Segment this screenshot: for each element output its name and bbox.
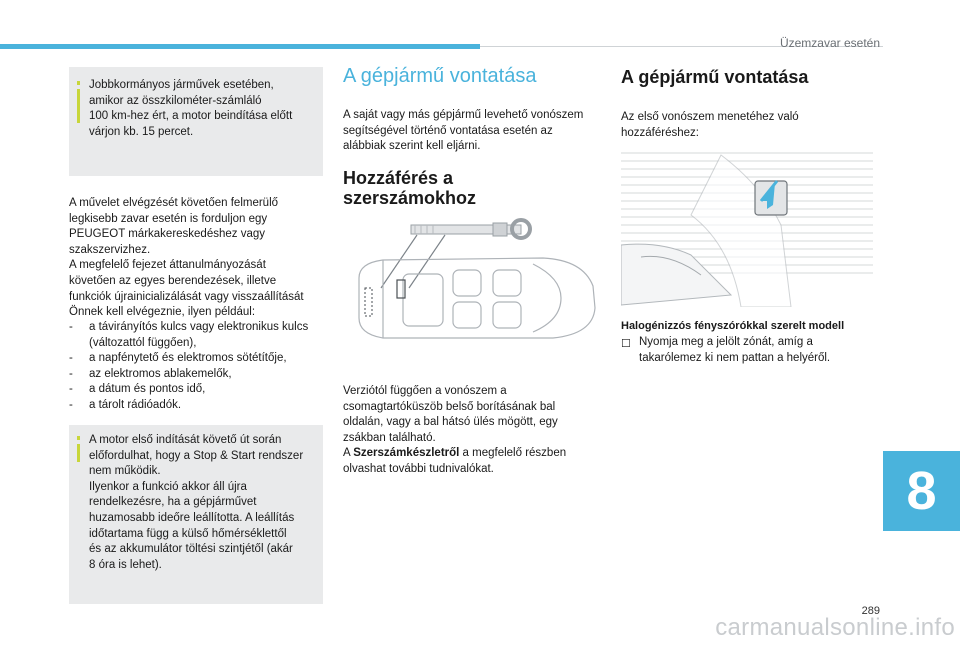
list-item — [69, 398, 327, 414]
reinit-list — [69, 320, 327, 414]
page-number: 289 — [861, 605, 880, 617]
car-top-view-illustration — [343, 208, 608, 365]
model-subheading: Halogénizzós fényszórókkal szerelt modell — [621, 320, 845, 332]
desc-text: a megfelelő részben olvashat további tudnivalókat. — [343, 447, 567, 475]
list-item — [69, 367, 327, 383]
watermark: carmanualsonline.info — [715, 614, 955, 641]
section-title: Üzemzavar esetén — [779, 36, 880, 50]
body-paragraph: A művelet elvégzését követően felmerülő legkisebb zavar esetén is forduljon egy PEUGEOT márkakereskedéshez vagy szakszervizhez. A megfelelő fejezet áttanulmányozását követően az egyes berendezések, illetve funkciók újrainicializálását vagy visszaállítását Önnek kell elvégeznie, ilyen például: — [69, 197, 304, 319]
list-item — [69, 351, 327, 367]
marked-zone — [755, 181, 787, 215]
location-description — [343, 384, 608, 478]
chapter-tab — [883, 451, 960, 531]
section-heading-towing: A gépjármű vontatása — [343, 65, 537, 87]
note-text: Jobbkormányos járművek esetében, amikor az összkilométer-számláló 100 km-hez ért, a motor beindítása előtt várjon kb. 15 percet. — [89, 79, 293, 138]
instruction-step — [621, 335, 881, 366]
list-item — [69, 320, 327, 351]
list-item — [69, 382, 327, 398]
note-box-stop-start — [69, 425, 323, 604]
info-icon — [77, 81, 80, 85]
list-item-text: a tárolt rádióadók. — [89, 398, 182, 411]
car-outline — [359, 258, 595, 338]
list-item-text: a napfénytető és elektromos sötétítője, — [89, 352, 287, 365]
info-bar — [77, 444, 80, 462]
front-grille-illustration — [621, 145, 873, 307]
info-bar — [77, 89, 80, 123]
intro-paragraph: A saját vagy más gépjármű levehető vonószem segítségével történő vontatása esetén az alábbiak szerint kell eljárni. — [343, 109, 584, 153]
note-box-right-hand-drive — [69, 67, 323, 176]
list-item-text: az elektromos ablakemelők, — [89, 367, 232, 380]
intro-paragraph: Az első vonószem menetéhez való hozzáféréshez: — [621, 111, 799, 139]
list-item-text: a dátum és pontos idő, — [89, 383, 206, 396]
subheading-tool-access: Hozzáférés a szerszámokhoz — [343, 168, 477, 208]
desc-text: Verziótól függően a vonószem a csomagtartóküszöb belső borításának bal oldalán, vagy a bal hátsó ülés mögött, egy zsákban található. A — [343, 385, 558, 460]
note-text: A motor első indítását követő út során előfordulhat, hogy a Stop & Start rendszer nem működik. Ilyenkor a funkció akkor áll újra rendelkezésre, ha a gépjárművet huzamosabb ideőre leállította. A leállítás időtartama függ a külső hőmérséklettől és az akkumulátor töltési szintjétől (akár 8 óra is lehet). — [89, 434, 304, 571]
towing-eye-icon — [411, 220, 530, 238]
section-heading-towing-bold: A gépjármű vontatása — [621, 67, 809, 87]
header-accent-bar — [0, 44, 480, 49]
checkbox-icon: ☐ — [621, 338, 631, 350]
chapter-number: 8 — [906, 461, 937, 521]
info-icon — [77, 436, 80, 440]
toolkit-reference: Szerszámkészletről — [353, 447, 460, 460]
instruction-text: Nyomja meg a jelölt zónát, amíg a takarólemez ki nem pattan a helyéről. — [639, 336, 831, 364]
list-item-text: a távirányítós kulcs vagy elektronikus kulcs (változattól függően), — [89, 321, 309, 349]
